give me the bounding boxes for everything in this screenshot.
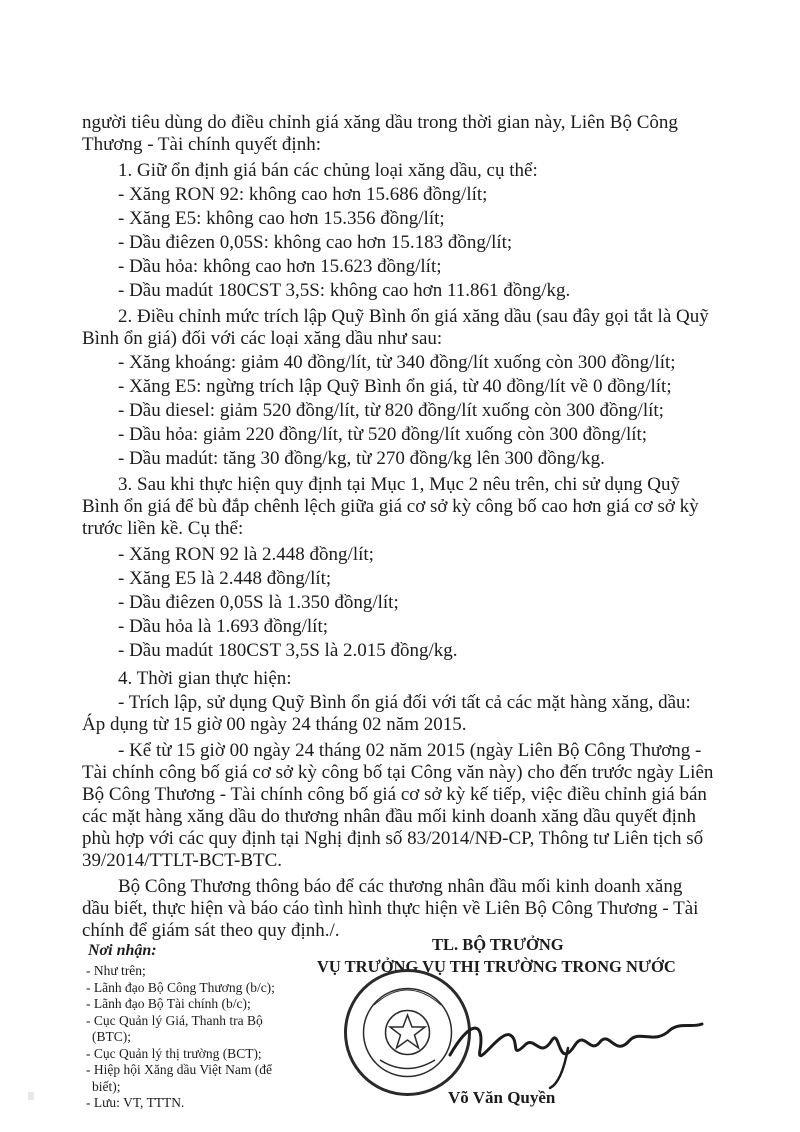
document-line: - Xăng E5 là 2.448 đồng/lít;	[118, 568, 332, 589]
recipient-item: - Lãnh đạo Bộ Công Thương (b/c);	[86, 979, 275, 995]
handwritten-signature-icon	[440, 1000, 710, 1090]
scan-artifact	[28, 1092, 34, 1100]
signer-name: Võ Văn Quyền	[448, 1088, 556, 1107]
document-line: Bộ Công Thương thông báo để các thương nhân đầu mối kinh doanh xăng	[118, 876, 683, 897]
document-line: - Dầu diesel: giảm 520 đồng/lít, từ 820 đồng/lít xuống còn 300 đồng/lít;	[118, 400, 664, 421]
document-line: Tài chính công bố giá cơ sở kỳ công bố tại Công văn này) cho đến trước ngày Liên	[82, 762, 714, 783]
document-line: - Dầu hỏa: không cao hơn 15.623 đồng/lít;	[118, 256, 442, 277]
document-line: - Dầu điêzen 0,05S: không cao hơn 15.183 đồng/lít;	[118, 232, 513, 253]
document-line: phù hợp với các quy định tại Nghị định số 83/2014/NĐ-CP, Thông tư Liên tịch số	[82, 828, 704, 849]
signature-authority: TL. BỘ TRƯỞNG	[432, 935, 564, 954]
recipient-item: - Lưu: VT, TTTN.	[86, 1095, 185, 1110]
document-line: - Xăng E5: không cao hơn 15.356 đồng/lít;	[118, 208, 445, 229]
document-line: - Xăng RON 92 là 2.448 đồng/lít;	[118, 544, 374, 565]
document-line: trước liền kề. Cụ thể:	[82, 518, 244, 539]
document-line: Bộ Công Thương - Tài chính công bố giá cơ sở kỳ kế tiếp, việc điều chỉnh giá bán	[82, 784, 707, 805]
document-line: 1. Giữ ổn định giá bán các chủng loại xăng dầu, cụ thể:	[118, 160, 538, 181]
document-line: - Xăng RON 92: không cao hơn 15.686 đồng/lít;	[118, 184, 488, 205]
recipient-item: - Lãnh đạo Bộ Tài chính (b/c);	[86, 996, 251, 1011]
document-line: - Dầu hỏa: giảm 220 đồng/lít, từ 520 đồng/lít xuống còn 300 đồng/lít;	[118, 424, 648, 445]
document-line: chính để giám sát theo quy định./.	[82, 920, 340, 941]
recipient-item: (BTC);	[92, 1029, 131, 1044]
document-line: 2. Điều chỉnh mức trích lập Quỹ Bình ổn giá xăng dầu (sau đây gọi tắt là Quỹ	[118, 306, 709, 327]
signature-department: VỤ TRƯỞNG VỤ THỊ TRƯỜNG TRONG NƯỚC	[317, 957, 676, 976]
document-line: - Dầu madút 180CST 3,5S: không cao hơn 11.861 đồng/kg.	[118, 280, 571, 301]
recipient-item: - Hiệp hội Xăng dầu Việt Nam (để	[86, 1062, 273, 1077]
document-line: 3. Sau khi thực hiện quy định tại Mục 1, Mục 2 nêu trên, chi sử dụng Quỹ	[118, 474, 681, 495]
recipient-item: biết);	[92, 1078, 121, 1094]
recipient-item: - Cục Quản lý Giá, Thanh tra Bộ	[86, 1012, 263, 1028]
recipient-item: - Cục Quản lý thị trường (BCT);	[86, 1045, 262, 1061]
document-line: - Trích lập, sử dụng Quỹ Bình ổn giá đối với tất cả các mặt hàng xăng, dầu:	[118, 692, 691, 713]
document-line: người tiêu dùng do điều chỉnh giá xăng dầu trong thời gian này, Liên Bộ Công	[82, 112, 678, 133]
recipients-title: Nơi nhận:	[88, 942, 157, 959]
document-line: - Dầu điêzen 0,05S là 1.350 đồng/lít;	[118, 592, 399, 613]
document-line: 39/2014/TTLT-BCT-BTC.	[82, 850, 283, 871]
document-line: 4. Thời gian thực hiện:	[118, 668, 292, 689]
document-line: Áp dụng từ 15 giờ 00 ngày 24 tháng 02 năm 2015.	[82, 714, 467, 735]
document-line: các mặt hàng xăng dầu do thương nhân đầu mối kinh doanh xăng dầu quyết định	[82, 806, 696, 827]
document-line: Bình ổn giá) đối với các loại xăng dầu như sau:	[82, 328, 443, 349]
document-line: Bình ổn giá để bù đắp chênh lệch giữa giá cơ sở kỳ công bố cao hơn giá cơ sở kỳ	[82, 496, 699, 517]
recipient-item: - Như trên;	[86, 963, 146, 978]
document-line: Thương - Tài chính quyết định:	[82, 134, 321, 155]
document-line: - Dầu hỏa là 1.693 đồng/lít;	[118, 616, 329, 637]
document-line: - Xăng E5: ngừng trích lập Quỹ Bình ổn giá, từ 40 đồng/lít về 0 đồng/lít;	[118, 376, 672, 397]
document-line: - Dầu madút: tăng 30 đồng/kg, từ 270 đồng/kg lên 300 đồng/kg.	[118, 448, 605, 469]
document-line: - Dầu madút 180CST 3,5S là 2.015 đồng/kg.	[118, 640, 458, 661]
document-line: dầu biết, thực hiện và báo cáo tình hình thực hiện về Liên Bộ Công Thương - Tài	[82, 898, 699, 919]
document-line: - Xăng khoáng: giảm 40 đồng/lít, từ 340 đồng/lít xuống còn 300 đồng/lít;	[118, 352, 676, 373]
document-line: - Kể từ 15 giờ 00 ngày 24 tháng 02 năm 2015 (ngày Liên Bộ Công Thương -	[118, 740, 702, 761]
